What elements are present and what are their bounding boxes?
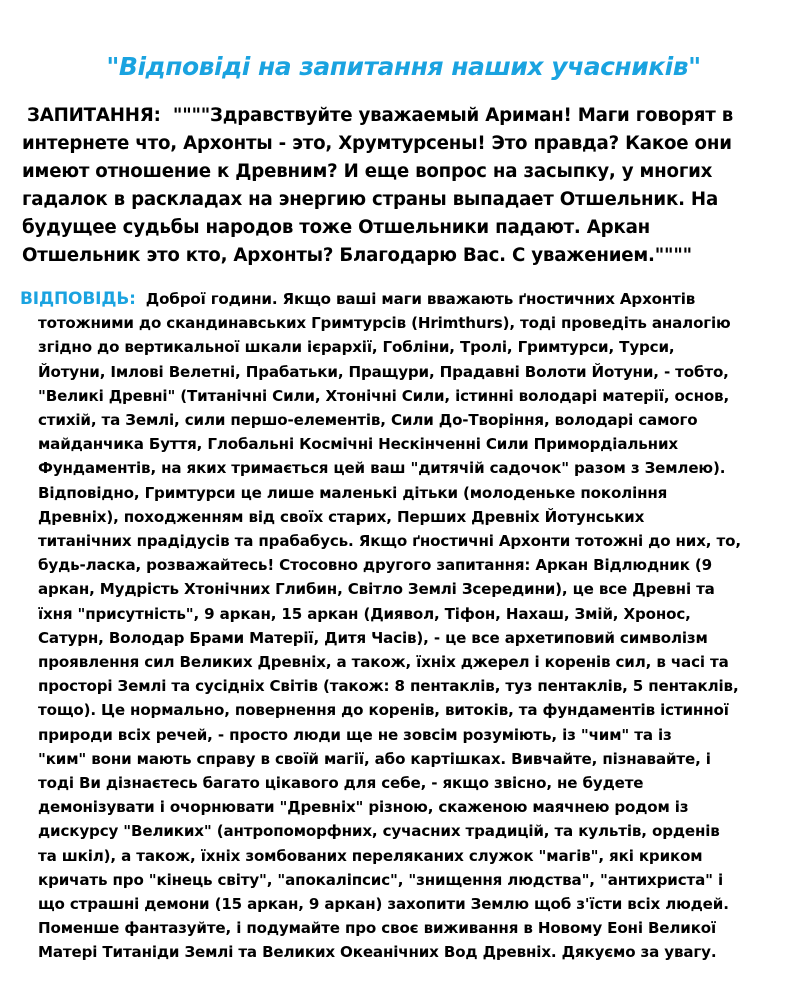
answer-line: тоді Ви дізнаєтесь багато цікавого для себе, - якщо звісно, не будете [38,774,644,793]
question-line: будущее судьбы народов тоже Отшельники падают. Аркан [22,217,651,238]
question-line: имеют отношение к Древним? И еще вопрос на засыпку, у многих [22,161,713,182]
answer-line: "ким" вони мають справу в своїй магії, або картішках. Вивчайте, пізнавайте, і [38,749,711,768]
answer-block [20,287,795,965]
answer-line: проявлення сил Великих Древніх, а також, їхніх джерел і коренів сил, в часі та [38,653,729,672]
question-label: ЗАПИТАННЯ: [27,105,161,126]
answer-line: тотожними до скандинавських Гримтурсів (Hrimthurs), тоді проведіть аналогію [38,314,731,333]
answer-line: аркан, Мудрість Хтонічних Глибин, Світло Землі Зсередини), це все Древні та [38,580,715,599]
answer-line: Відповідно, Гримтурси це лише маленькі дітьки (молоденьке покоління [38,483,668,502]
answer-line: стихій, та Землі, сили першо-елементів, Сили До-Творіння, володарі самого [38,411,698,430]
question-line: интернете что, Архонты - это, Хрумтурсены! Это правда? Какое они [22,133,732,154]
answer-line: титанічних прадідусів та прабабусь. Якщо ґностичні Архонти тотожні до них, то, [38,532,741,551]
answer-line: та шкіл), а також, їхніх зомбованих переляканих служок "магів", які криком [38,846,703,865]
question-block [22,102,792,270]
answer-line: що страшні демони (15 аркан, 9 аркан) захопити Землю щоб з'їсти всіх людей. [38,895,729,914]
answer-text: Доброї години. Якщо ваші маги вважають ґностичних Архонтів [145,290,696,308]
answer-line [20,287,795,311]
answer-line: Йотуни, Імлові Велетні, Прабатьки, Пращури, Прадавні Волоти Йотуни, - тобто, [38,362,729,381]
answer-label: ВІДПОВІДЬ: [20,289,136,309]
answer-line: демонізувати і очорнювати "Древніх" різною, скаженою маячнею родом із [38,798,689,817]
answer-line: Древніх), походженням від своїх старих, Перших Древніх Йотунських [38,507,645,526]
page-title: "Відповіді на запитання наших учасників" [106,52,701,81]
question-line: гадалок в раскладах на энергию страны выпадает Отшельник. На [22,189,719,210]
answer-line: Фундаментів, на яких тримається цей ваш "дитячій садочок" разом з Землею). [38,459,726,478]
question-text: """"Здравствуйте уважаемый Ариман! Маги говорят в [172,105,734,126]
answer-line: майданчика Буття, Глобальні Космічні Нескінченні Сили Примордіальних [38,435,678,454]
question-line [22,102,792,130]
answer-line: дискурсу "Великих" (антропоморфних, сучасних традицій, та культів, орденів [38,822,720,841]
answer-line: згідно до вертикальної шкали ієрархії, Гобліни, Тролі, Гримтурси, Турси, [38,338,675,357]
answer-line: Матері Титаніди Землі та Великих Океанічних Вод Древніх. Дякуємо за увагу. [38,943,717,962]
answer-line: просторі Землі та сусідніх Світів (також: 8 пентаклів, туз пентаклів, 5 пентаклів, [38,677,739,696]
answer-line: природи всіх речей, - просто люди ще не зовсім розуміють, із "чим" та із [38,725,672,744]
answer-line: кричать про "кінець світу", "апокаліпсис", "знищення людства", "антихриста" і [38,870,723,889]
answer-line: Сатурн, Володар Брами Матерії, Дитя Часів), - це все архетиповий символізм [38,628,708,647]
answer-line: їхня "присутність", 9 аркан, 15 аркан (Диявол, Тіфон, Нахаш, Змій, Хронос, [38,604,691,623]
question-line: Отшельник это кто, Архонты? Благодарю Вас. С уважением."""" [22,245,692,266]
answer-line: будь-ласка, розважайтесь! Стосовно другого запитання: Аркан Відлюдник (9 [38,556,712,575]
answer-line: тощо). Це нормально, повернення до коренів, витоків, та фундаментів істинної [38,701,729,720]
answer-line: "Великі Древні" (Титанічні Сили, Хтонічні Сили, істинні володарі матерії, основ, [38,386,730,405]
answer-line: Поменше фантазуйте, і подумайте про своє виживання в Новому Еоні Великої [38,919,717,938]
